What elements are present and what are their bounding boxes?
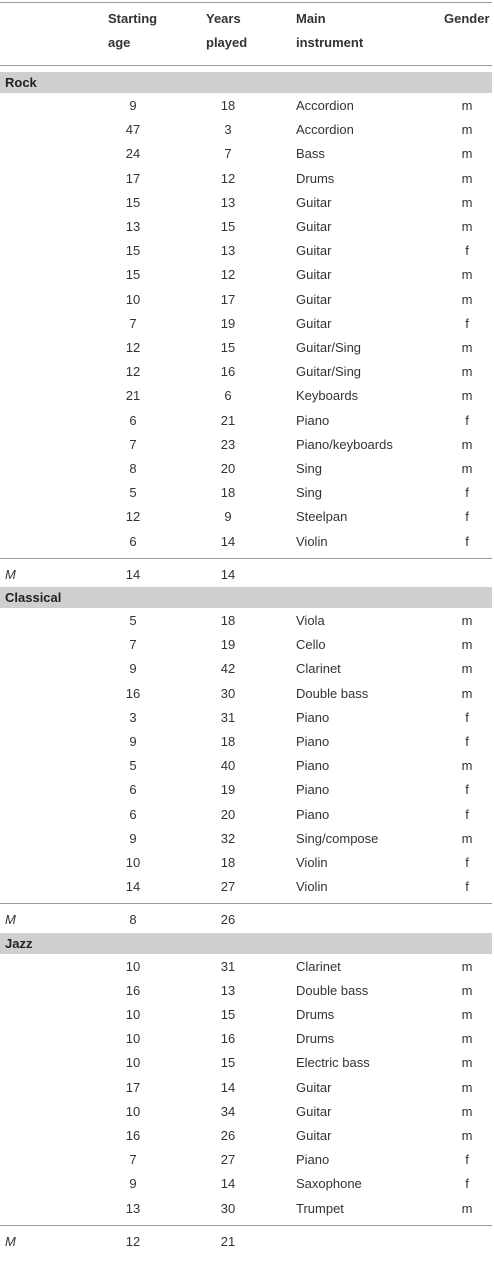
starting-age-cell: 12 <box>125 509 141 525</box>
gender-cell: f <box>465 509 469 525</box>
table-row <box>0 827 494 851</box>
years-played-cell: 27 <box>220 1152 236 1168</box>
table-row <box>0 505 494 529</box>
instrument-cell: Sing <box>296 485 323 501</box>
header-starting-age <box>108 7 157 55</box>
instrument-cell: Clarinet <box>296 958 341 974</box>
header-main-instrument-line2: instrument <box>296 35 364 50</box>
instrument-cell: Double bass <box>296 685 369 701</box>
table-row <box>0 730 494 754</box>
table-row <box>0 142 494 166</box>
years-played-cell: 16 <box>220 364 236 380</box>
starting-age-cell: 3 <box>129 709 137 725</box>
table-row <box>0 875 494 899</box>
instrument-cell: Electric bass <box>296 1055 370 1071</box>
table-row <box>0 312 494 336</box>
starting-age-cell: 10 <box>125 291 141 307</box>
header-starting-age-line1: Starting <box>108 11 158 26</box>
table-row <box>0 530 494 554</box>
years-played-cell: 26 <box>220 1128 236 1143</box>
starting-age-cell: 47 <box>125 122 141 138</box>
table-row <box>0 1027 494 1051</box>
mean-starting-age: 8 <box>129 912 137 928</box>
header-years-played-line1: Years <box>206 11 241 26</box>
starting-age-cell: 16 <box>125 1128 141 1143</box>
instrument-cell: Piano <box>296 782 330 798</box>
header-main-instrument <box>296 7 363 55</box>
starting-age-cell: 12 <box>125 364 141 380</box>
table-row <box>0 409 494 433</box>
gender-cell: m <box>461 461 473 476</box>
years-played-cell: 15 <box>220 1055 236 1071</box>
mean-label: M <box>5 566 16 582</box>
starting-age-cell: 15 <box>125 194 141 210</box>
gender-cell: f <box>465 782 469 798</box>
years-played-cell: 20 <box>220 806 236 822</box>
years-played-cell: 30 <box>220 1200 236 1216</box>
instrument-cell: Accordion <box>296 98 354 113</box>
starting-age-cell: 6 <box>129 533 137 549</box>
starting-age-cell: 7 <box>129 637 137 653</box>
starting-age-cell: 9 <box>129 830 137 846</box>
instrument-cell: Bass <box>296 146 325 162</box>
table-row <box>0 979 494 1003</box>
starting-age-cell: 7 <box>129 436 137 452</box>
gender-cell: f <box>465 533 469 549</box>
gender-cell: m <box>461 98 473 113</box>
years-played-cell: 15 <box>220 340 236 355</box>
instrument-cell: Sing/compose <box>296 830 379 846</box>
gender-cell: m <box>461 758 473 774</box>
group-header-rock <box>0 72 492 93</box>
years-played-cell: 9 <box>224 509 232 525</box>
table-row <box>0 657 494 681</box>
table-row <box>0 1076 494 1100</box>
table-row <box>0 1172 494 1196</box>
header-main-instrument-line1: Main <box>296 11 326 26</box>
table-row <box>0 1197 494 1221</box>
instrument-cell: Guitar <box>296 267 332 283</box>
starting-age-cell: 10 <box>125 855 141 870</box>
mean-row <box>0 1230 494 1254</box>
gender-cell: m <box>461 685 473 701</box>
table-row <box>0 360 494 384</box>
instrument-cell: Guitar <box>296 243 332 259</box>
instrument-cell: Sing <box>296 461 323 476</box>
instrument-cell: Drums <box>296 1007 335 1022</box>
mean-row <box>0 908 494 932</box>
instrument-cell: Piano <box>296 806 330 822</box>
starting-age-cell: 9 <box>129 98 137 113</box>
table-row <box>0 754 494 778</box>
instrument-cell: Clarinet <box>296 661 341 677</box>
starting-age-cell: 12 <box>125 340 141 355</box>
years-played-cell: 30 <box>220 685 236 701</box>
years-played-cell: 19 <box>220 315 236 331</box>
gender-cell: m <box>461 1031 473 1047</box>
starting-age-cell: 17 <box>125 1079 141 1095</box>
years-played-cell: 14 <box>220 533 236 549</box>
years-played-cell: 32 <box>220 830 236 846</box>
instrument-cell: Violin <box>296 855 328 870</box>
group-separator-rule <box>0 903 492 904</box>
table-row <box>0 239 494 263</box>
group-separator-rule <box>0 558 492 559</box>
gender-cell: m <box>461 194 473 210</box>
starting-age-cell: 17 <box>125 170 141 186</box>
instrument-cell: Piano <box>296 1152 330 1168</box>
table-row <box>0 263 494 287</box>
instrument-cell: Guitar <box>296 315 332 331</box>
gender-cell: m <box>461 340 473 355</box>
years-played-cell: 21 <box>220 412 236 428</box>
years-played-cell: 20 <box>220 461 236 476</box>
instrument-cell: Accordion <box>296 122 354 138</box>
mean-years-played: 21 <box>220 1233 236 1249</box>
gender-cell: m <box>461 122 473 138</box>
starting-age-cell: 10 <box>125 1007 141 1022</box>
starting-age-cell: 6 <box>129 782 137 798</box>
years-played-cell: 12 <box>220 267 236 283</box>
instrument-cell: Drums <box>296 170 335 186</box>
starting-age-cell: 16 <box>125 685 141 701</box>
gender-cell: m <box>461 1200 473 1216</box>
gender-cell: m <box>461 637 473 653</box>
instrument-cell: Piano <box>296 709 330 725</box>
table-header <box>0 0 494 66</box>
group-label: Jazz <box>5 935 33 951</box>
gender-cell: f <box>465 1176 469 1192</box>
table-row <box>0 955 494 979</box>
gender-cell: m <box>461 1103 473 1119</box>
gender-cell: m <box>461 830 473 846</box>
starting-age-cell: 6 <box>129 412 137 428</box>
gender-cell: f <box>465 412 469 428</box>
instrument-cell: Cello <box>296 637 326 653</box>
table-row <box>0 1124 494 1148</box>
gender-cell: m <box>461 661 473 677</box>
starting-age-cell: 15 <box>125 243 141 259</box>
years-played-cell: 18 <box>220 613 236 628</box>
instrument-cell: Guitar <box>296 1128 332 1143</box>
gender-cell: m <box>461 958 473 974</box>
header-starting-age-line2: age <box>108 35 131 50</box>
years-played-cell: 15 <box>220 219 236 234</box>
table-row <box>0 336 494 360</box>
gender-cell: m <box>461 1007 473 1022</box>
starting-age-cell: 10 <box>125 1103 141 1119</box>
years-played-cell: 19 <box>220 782 236 798</box>
years-played-cell: 12 <box>220 170 236 186</box>
table-row <box>0 384 494 408</box>
gender-cell: f <box>465 879 469 895</box>
gender-cell: m <box>461 267 473 283</box>
gender-cell: m <box>461 1079 473 1095</box>
starting-age-cell: 8 <box>129 461 137 476</box>
gender-cell: f <box>465 243 469 259</box>
gender-cell: m <box>461 170 473 186</box>
years-played-cell: 6 <box>224 388 232 404</box>
starting-age-cell: 10 <box>125 958 141 974</box>
table-row <box>0 803 494 827</box>
table-row <box>0 1100 494 1124</box>
instrument-cell: Violin <box>296 879 328 895</box>
starting-age-cell: 7 <box>129 315 137 331</box>
table-row <box>0 94 494 118</box>
instrument-cell: Guitar/Sing <box>296 340 362 355</box>
starting-age-cell: 21 <box>125 388 141 404</box>
table-row <box>0 457 494 481</box>
years-played-cell: 18 <box>220 734 236 749</box>
years-played-cell: 19 <box>220 637 236 653</box>
years-played-cell: 14 <box>220 1176 236 1192</box>
table-row <box>0 851 494 875</box>
instrument-cell: Piano/keyboards <box>296 436 393 452</box>
table-row <box>0 778 494 802</box>
years-played-cell: 18 <box>220 855 236 870</box>
gender-cell: m <box>461 291 473 307</box>
years-played-cell: 34 <box>220 1103 236 1119</box>
header-years-played-line2: played <box>206 35 248 50</box>
years-played-cell: 13 <box>220 982 236 998</box>
mean-label: M <box>5 1233 16 1249</box>
gender-cell: m <box>461 1128 473 1143</box>
years-played-cell: 27 <box>220 879 236 895</box>
table-row <box>0 706 494 730</box>
years-played-cell: 18 <box>220 485 236 501</box>
years-played-cell: 17 <box>220 291 236 307</box>
starting-age-cell: 15 <box>125 267 141 283</box>
instrument-cell: Guitar <box>296 194 332 210</box>
gender-cell: m <box>461 982 473 998</box>
years-played-cell: 31 <box>220 958 236 974</box>
table-row <box>0 433 494 457</box>
group-label: Classical <box>5 590 62 605</box>
gender-cell: f <box>465 315 469 331</box>
starting-age-cell: 16 <box>125 982 141 998</box>
years-played-cell: 14 <box>220 1079 236 1095</box>
instrument-cell: Steelpan <box>296 509 348 525</box>
table-row <box>0 609 494 633</box>
group-header-jazz <box>0 933 492 954</box>
gender-cell: f <box>465 855 469 870</box>
years-played-cell: 16 <box>220 1031 236 1047</box>
years-played-cell: 15 <box>220 1007 236 1022</box>
starting-age-cell: 14 <box>125 879 141 895</box>
starting-age-cell: 10 <box>125 1031 141 1047</box>
header-gender: Gender <box>444 11 490 26</box>
mean-label: M <box>5 912 16 928</box>
gender-cell: f <box>465 734 469 749</box>
instrument-cell: Trumpet <box>296 1200 344 1216</box>
gender-cell: m <box>461 364 473 380</box>
group-separator-rule <box>0 1225 492 1226</box>
gender-cell: m <box>461 388 473 404</box>
years-played-cell: 13 <box>220 243 236 259</box>
gender-cell: f <box>465 1152 469 1168</box>
group-label: Rock <box>5 75 37 90</box>
mean-years-played: 14 <box>220 566 236 582</box>
mean-row <box>0 563 494 587</box>
starting-age-cell: 7 <box>129 1152 137 1168</box>
starting-age-cell: 6 <box>129 806 137 822</box>
gender-cell: m <box>461 613 473 628</box>
instrument-cell: Saxophone <box>296 1176 362 1192</box>
table-row <box>0 167 494 191</box>
gender-cell: f <box>465 806 469 822</box>
years-played-cell: 31 <box>220 709 236 725</box>
group-header-classical <box>0 587 492 608</box>
instrument-cell: Piano <box>296 734 330 749</box>
years-played-cell: 40 <box>220 758 236 774</box>
gender-cell: f <box>465 485 469 501</box>
starting-age-cell: 5 <box>129 758 137 774</box>
starting-age-cell: 10 <box>125 1055 141 1071</box>
instrument-cell: Drums <box>296 1031 335 1047</box>
table-row <box>0 191 494 215</box>
instrument-cell: Guitar/Sing <box>296 364 362 380</box>
table-row <box>0 481 494 505</box>
years-played-cell: 13 <box>220 194 236 210</box>
mean-starting-age: 12 <box>125 1233 141 1249</box>
mean-years-played: 26 <box>220 912 236 928</box>
instrument-cell: Guitar <box>296 1103 332 1119</box>
years-played-cell: 23 <box>220 436 236 452</box>
instrument-cell: Piano <box>296 412 330 428</box>
header-rule <box>0 65 492 66</box>
years-played-cell: 18 <box>220 98 236 113</box>
instrument-cell: Guitar <box>296 1079 332 1095</box>
table-row <box>0 1003 494 1027</box>
instrument-cell: Violin <box>296 533 328 549</box>
table-row <box>0 215 494 239</box>
mean-starting-age: 14 <box>125 566 141 582</box>
gender-cell: m <box>461 436 473 452</box>
instrument-cell: Piano <box>296 758 330 774</box>
instrument-cell: Guitar <box>296 219 332 234</box>
starting-age-cell: 5 <box>129 485 137 501</box>
starting-age-cell: 9 <box>129 661 137 677</box>
gender-cell: f <box>465 709 469 725</box>
instrument-cell: Keyboards <box>296 388 359 404</box>
instrument-cell: Double bass <box>296 982 369 998</box>
years-played-cell: 7 <box>224 146 232 162</box>
starting-age-cell: 9 <box>129 734 137 749</box>
gender-cell: m <box>461 146 473 162</box>
table-row <box>0 1051 494 1075</box>
gender-cell: m <box>461 1055 473 1071</box>
starting-age-cell: 9 <box>129 1176 137 1192</box>
starting-age-cell: 5 <box>129 613 137 628</box>
starting-age-cell: 24 <box>125 146 141 162</box>
table-row <box>0 633 494 657</box>
years-played-cell: 3 <box>224 122 232 138</box>
table-row <box>0 1148 494 1172</box>
instrument-cell: Guitar <box>296 291 332 307</box>
header-years-played <box>206 7 247 55</box>
starting-age-cell: 13 <box>125 1200 141 1216</box>
starting-age-cell: 13 <box>125 219 141 234</box>
gender-cell: m <box>461 219 473 234</box>
years-played-cell: 42 <box>220 661 236 677</box>
table-row <box>0 118 494 142</box>
instrument-cell: Viola <box>296 613 325 628</box>
table-row <box>0 288 494 312</box>
table-row <box>0 682 494 706</box>
